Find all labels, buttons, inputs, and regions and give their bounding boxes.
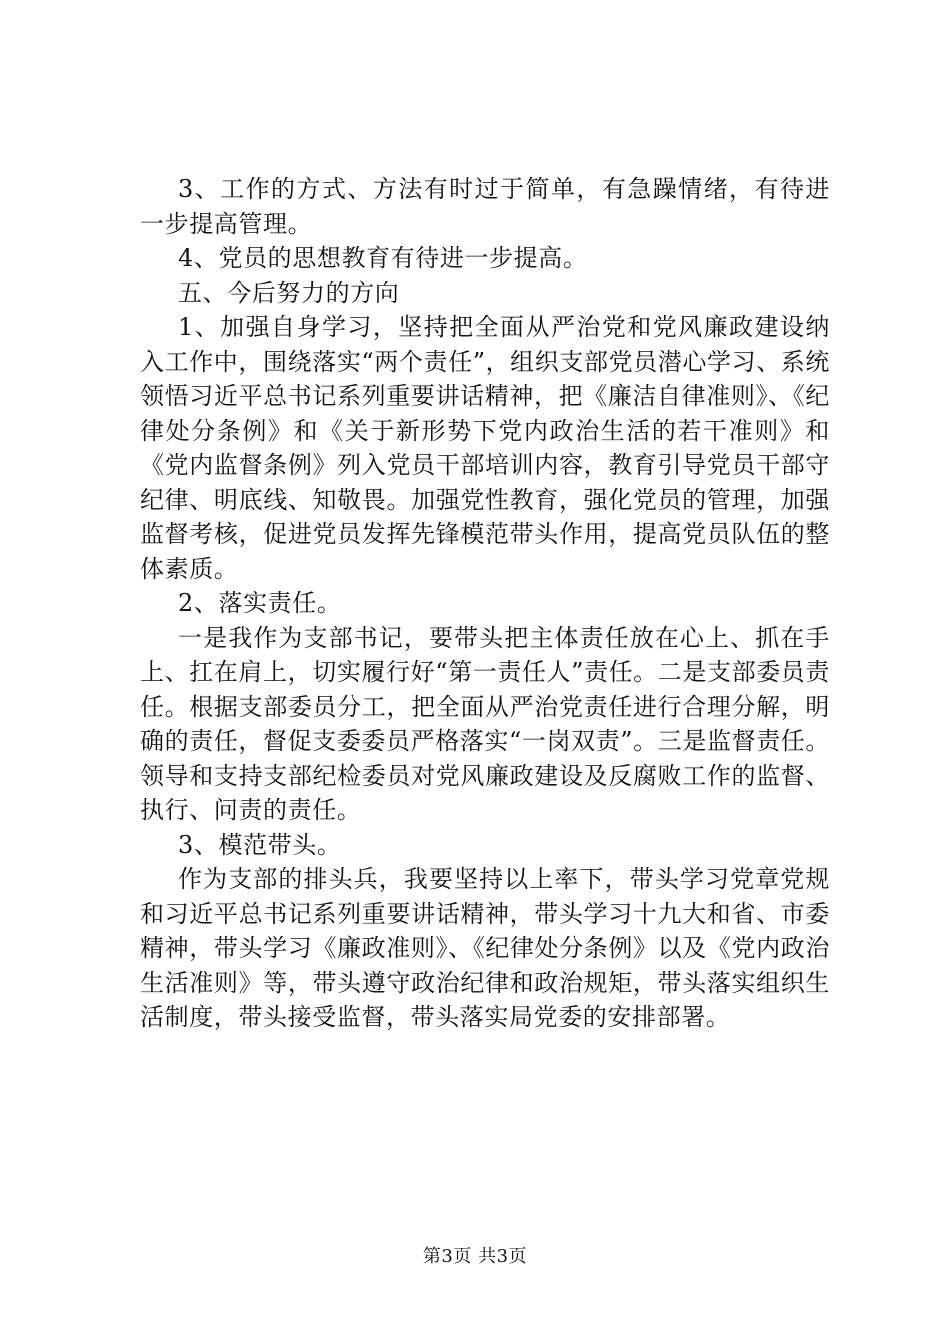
section-heading-future-direction: 五、今后努力的方向 <box>178 278 400 307</box>
paragraph-issue-3: 3、工作的方式、方法有时过于简单，有急躁情绪，有待进一步提高管理。 <box>140 175 830 238</box>
paragraph-implement-responsibility-heading: 2、落实责任。 <box>178 589 342 617</box>
document-body <box>140 172 830 1035</box>
paragraph-exemplary-lead: 作为支部的排头兵，我要坚持以上率下，带头学习党章党规和习近平总书记系列重要讲话精神，带头学习十九大和省、市委精神，带头学习《廉政准则》、《纪律处分条例》以及《党内政治生活准则》等，带头遵守政治纪律和政治规矩，带头落实组织生活制度，带头接受监督，带头落实局党委的安排部署。 <box>140 865 830 1031</box>
paragraph-strengthen-learning: 1、加强自身学习，坚持把全面从严治党和党风廉政建设纳入工作中，围绕落实“两个责任”，组织支部党员潜心学习、系统领悟习近平总书记系列重要讲话精神，把《廉洁自律准则》、《纪律处分条例》和《关于新形势下党内政治生活的若干准则》和《党内监督条例》列入党员干部培训内容，教育引导党员干部守纪律、明底线、知敬畏。加强党性教育，强化党员的管理，加强监督考核，促进党员发挥先锋模范带头作用，提高党员队伍的整体素质。 <box>140 313 830 583</box>
page-footer: 第3页 共3页 <box>422 1246 528 1267</box>
paragraph-exemplary-lead-heading: 3、模范带头。 <box>178 830 342 859</box>
paragraph-issue-4: 4、党员的思想教育有待进一步提高。 <box>178 244 588 272</box>
paragraph-implement-responsibility: 一是我作为支部书记，要带头把主体责任放在心上、抓在手上、扛在肩上，切实履行好“第一责任人”责任。二是支部委员责任。根据支部委员分工，把全面从严治党责任进行合理分解，明确的责任，督促支委委员严格落实“一岗双责”。三是监督责任。领导和支持支部纪检委员对党风廉政建设及反腐败工作的监督、执行、问责的责任。 <box>140 623 830 824</box>
